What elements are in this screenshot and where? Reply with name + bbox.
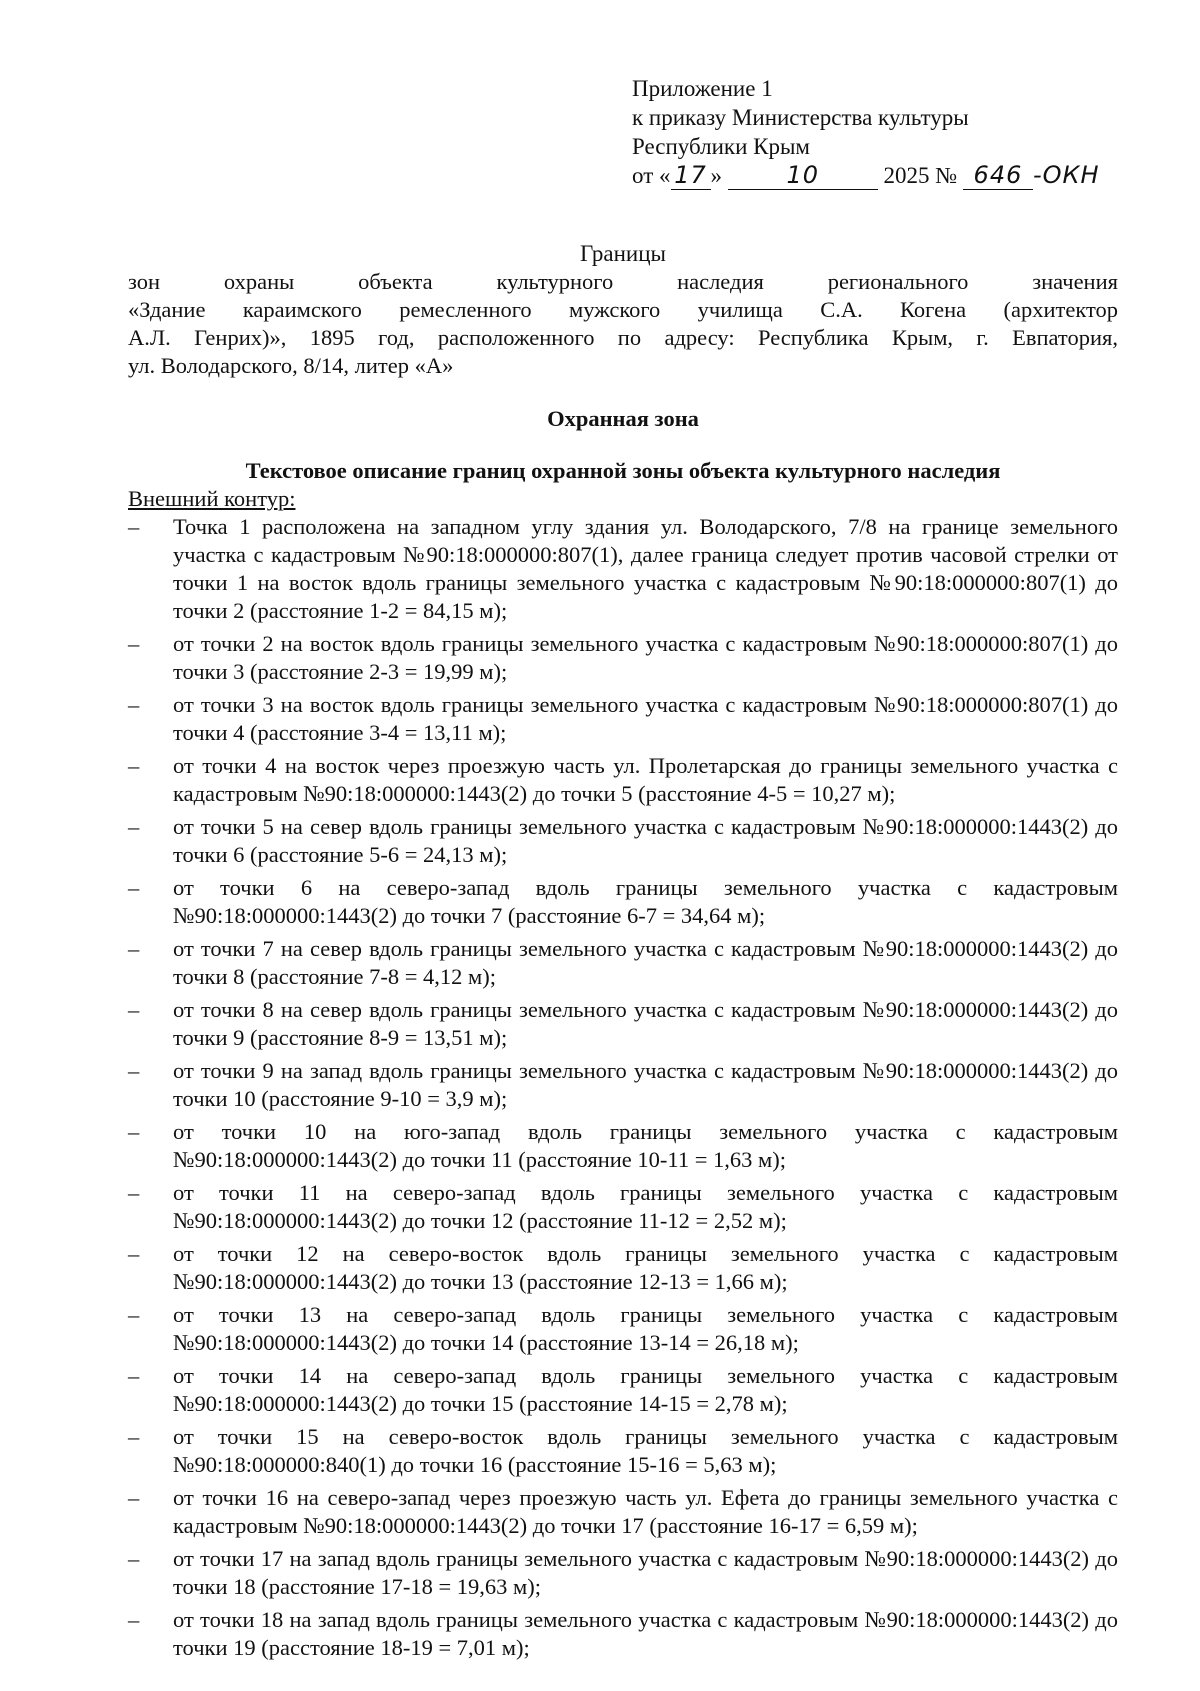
list-item: – от точки 7 на север вдоль границы земельного участка с кадастровым №90:18:000000:1443(2) до точки 8 (расстояние 7-8 = 4,12 м);: [128, 935, 1118, 991]
list-item: – от точки 9 на запад вдоль границы земельного участка с кадастровым №90:18:000000:1443(2) до точки 10 (расстояние 9-10 = 3,9 м);: [128, 1057, 1118, 1113]
order-date-line: [632, 161, 1172, 190]
list-item: – от точки 16 на северо-запад через проезжую часть ул. Ефета до границы земельного участка с кадастровым №90:18:000000:1443(2) до точки 17 (расстояние 16-17 = 6,59 м);: [128, 1484, 1118, 1540]
order-number-handwritten: 646: [973, 161, 1023, 189]
boundary-point-list: [128, 513, 1118, 1662]
contour-label: Внешний контур:: [128, 486, 296, 511]
section-title: Охранная зона: [547, 406, 699, 431]
order-reference: к приказу Министерства культуры: [632, 105, 969, 130]
ministry-region: Республики Крым: [632, 134, 810, 159]
document-title: Границы: [580, 241, 666, 266]
date-day-handwritten: 17: [674, 161, 707, 189]
appendix-label: Приложение 1: [632, 76, 773, 101]
date-month-field: [728, 162, 878, 190]
subject-line-1: зон охраны объекта культурного наследия регионального значения: [128, 269, 1118, 294]
list-item: – от точки 2 на восток вдоль границы земельного участка с кадастровым №90:18:000000:807(1) до точки 3 (расстояние 2-3 = 19,99 м);: [128, 630, 1118, 686]
date-year: 2025 №: [883, 163, 958, 188]
list-item: – от точки 12 на северо-восток вдоль границы земельного участка с кадастровым №90:18:000000:1443(2) до точки 13 (расстояние 12-13 = 1,66 м);: [128, 1240, 1118, 1296]
list-item: – от точки 6 на северо-запад вдоль границы земельного участка с кадастровым №90:18:000000:1443(2) до точки 7 (расстояние 6-7 = 34,64 м);: [128, 874, 1118, 930]
list-item: – от точки 3 на восток вдоль границы земельного участка с кадастровым №90:18:000000:807(1) до точки 4 (расстояние 3-4 = 13,11 м);: [128, 691, 1118, 747]
subject-line-3: А.Л. Генрих)», 1895 год, расположенного по адресу: Республика Крым, г. Евпатория,: [128, 325, 1118, 350]
description-title: Текстовое описание границ охранной зоны объекта культурного наследия: [245, 458, 1001, 483]
date-day-field: [671, 162, 711, 190]
order-suffix-handwritten: -ОКН: [1032, 161, 1100, 189]
date-month-handwritten: 10: [786, 161, 820, 189]
subject-line-2: «Здание караимского ремесленного мужского училища С.А. Когена (архитектор: [128, 297, 1118, 322]
list-item: – от точки 17 на запад вдоль границы земельного участка с кадастровым №90:18:000000:1443(2) до точки 18 (расстояние 17-18 = 19,63 м);: [128, 1545, 1118, 1601]
document-body: [128, 240, 1118, 1667]
list-item: – от точки 13 на северо-запад вдоль границы земельного участка с кадастровым №90:18:000000:1443(2) до точки 14 (расстояние 13-14 = 26,18 м);: [128, 1301, 1118, 1357]
list-item: – от точки 10 на юго-запад вдоль границы земельного участка с кадастровым №90:18:000000:1443(2) до точки 11 (расстояние 10-11 = 1,63 м);: [128, 1118, 1118, 1174]
date-prefix: от «: [632, 163, 671, 188]
date-quote-close: »: [710, 163, 722, 188]
list-item: – от точки 15 на северо-восток вдоль границы земельного участка с кадастровым №90:18:000000:840(1) до точки 16 (расстояние 15-16 = 5,63 м);: [128, 1423, 1118, 1479]
list-item: – от точки 18 на запад вдоль границы земельного участка с кадастровым №90:18:000000:1443(2) до точки 19 (расстояние 18-19 = 7,01 м);: [128, 1606, 1118, 1662]
subject-line-4: ул. Володарского, 8/14, литер «А»: [128, 353, 454, 378]
list-item: – от точки 8 на север вдоль границы земельного участка с кадастровым №90:18:000000:1443(2) до точки 9 (расстояние 8-9 = 13,51 м);: [128, 996, 1118, 1052]
list-item: – от точки 14 на северо-запад вдоль границы земельного участка с кадастровым №90:18:000000:1443(2) до точки 15 (расстояние 14-15 = 2,78 м);: [128, 1362, 1118, 1418]
list-item: – Точка 1 расположена на западном углу здания ул. Володарского, 7/8 на границе земельного участка с кадастровым №90:18:000000:807(1), далее граница следует против часовой стрелки от точки 1 на восток вдоль границы земельного участка с кадастровым №90:18:000000:807(1) до точки 2 (расстояние 1-2 = 84,15 м);: [128, 513, 1118, 625]
appendix-header: [632, 74, 1172, 190]
list-item: – от точки 11 на северо-запад вдоль границы земельного участка с кадастровым №90:18:000000:1443(2) до точки 12 (расстояние 11-12 = 2,52 м);: [128, 1179, 1118, 1235]
order-number-field: [963, 162, 1033, 190]
list-item: – от точки 4 на восток через проезжую часть ул. Пролетарская до границы земельного участка с кадастровым №90:18:000000:1443(2) до точки 5 (расстояние 4-5 = 10,27 м);: [128, 752, 1118, 808]
list-item: – от точки 5 на север вдоль границы земельного участка с кадастровым №90:18:000000:1443(2) до точки 6 (расстояние 5-6 = 24,13 м);: [128, 813, 1118, 869]
